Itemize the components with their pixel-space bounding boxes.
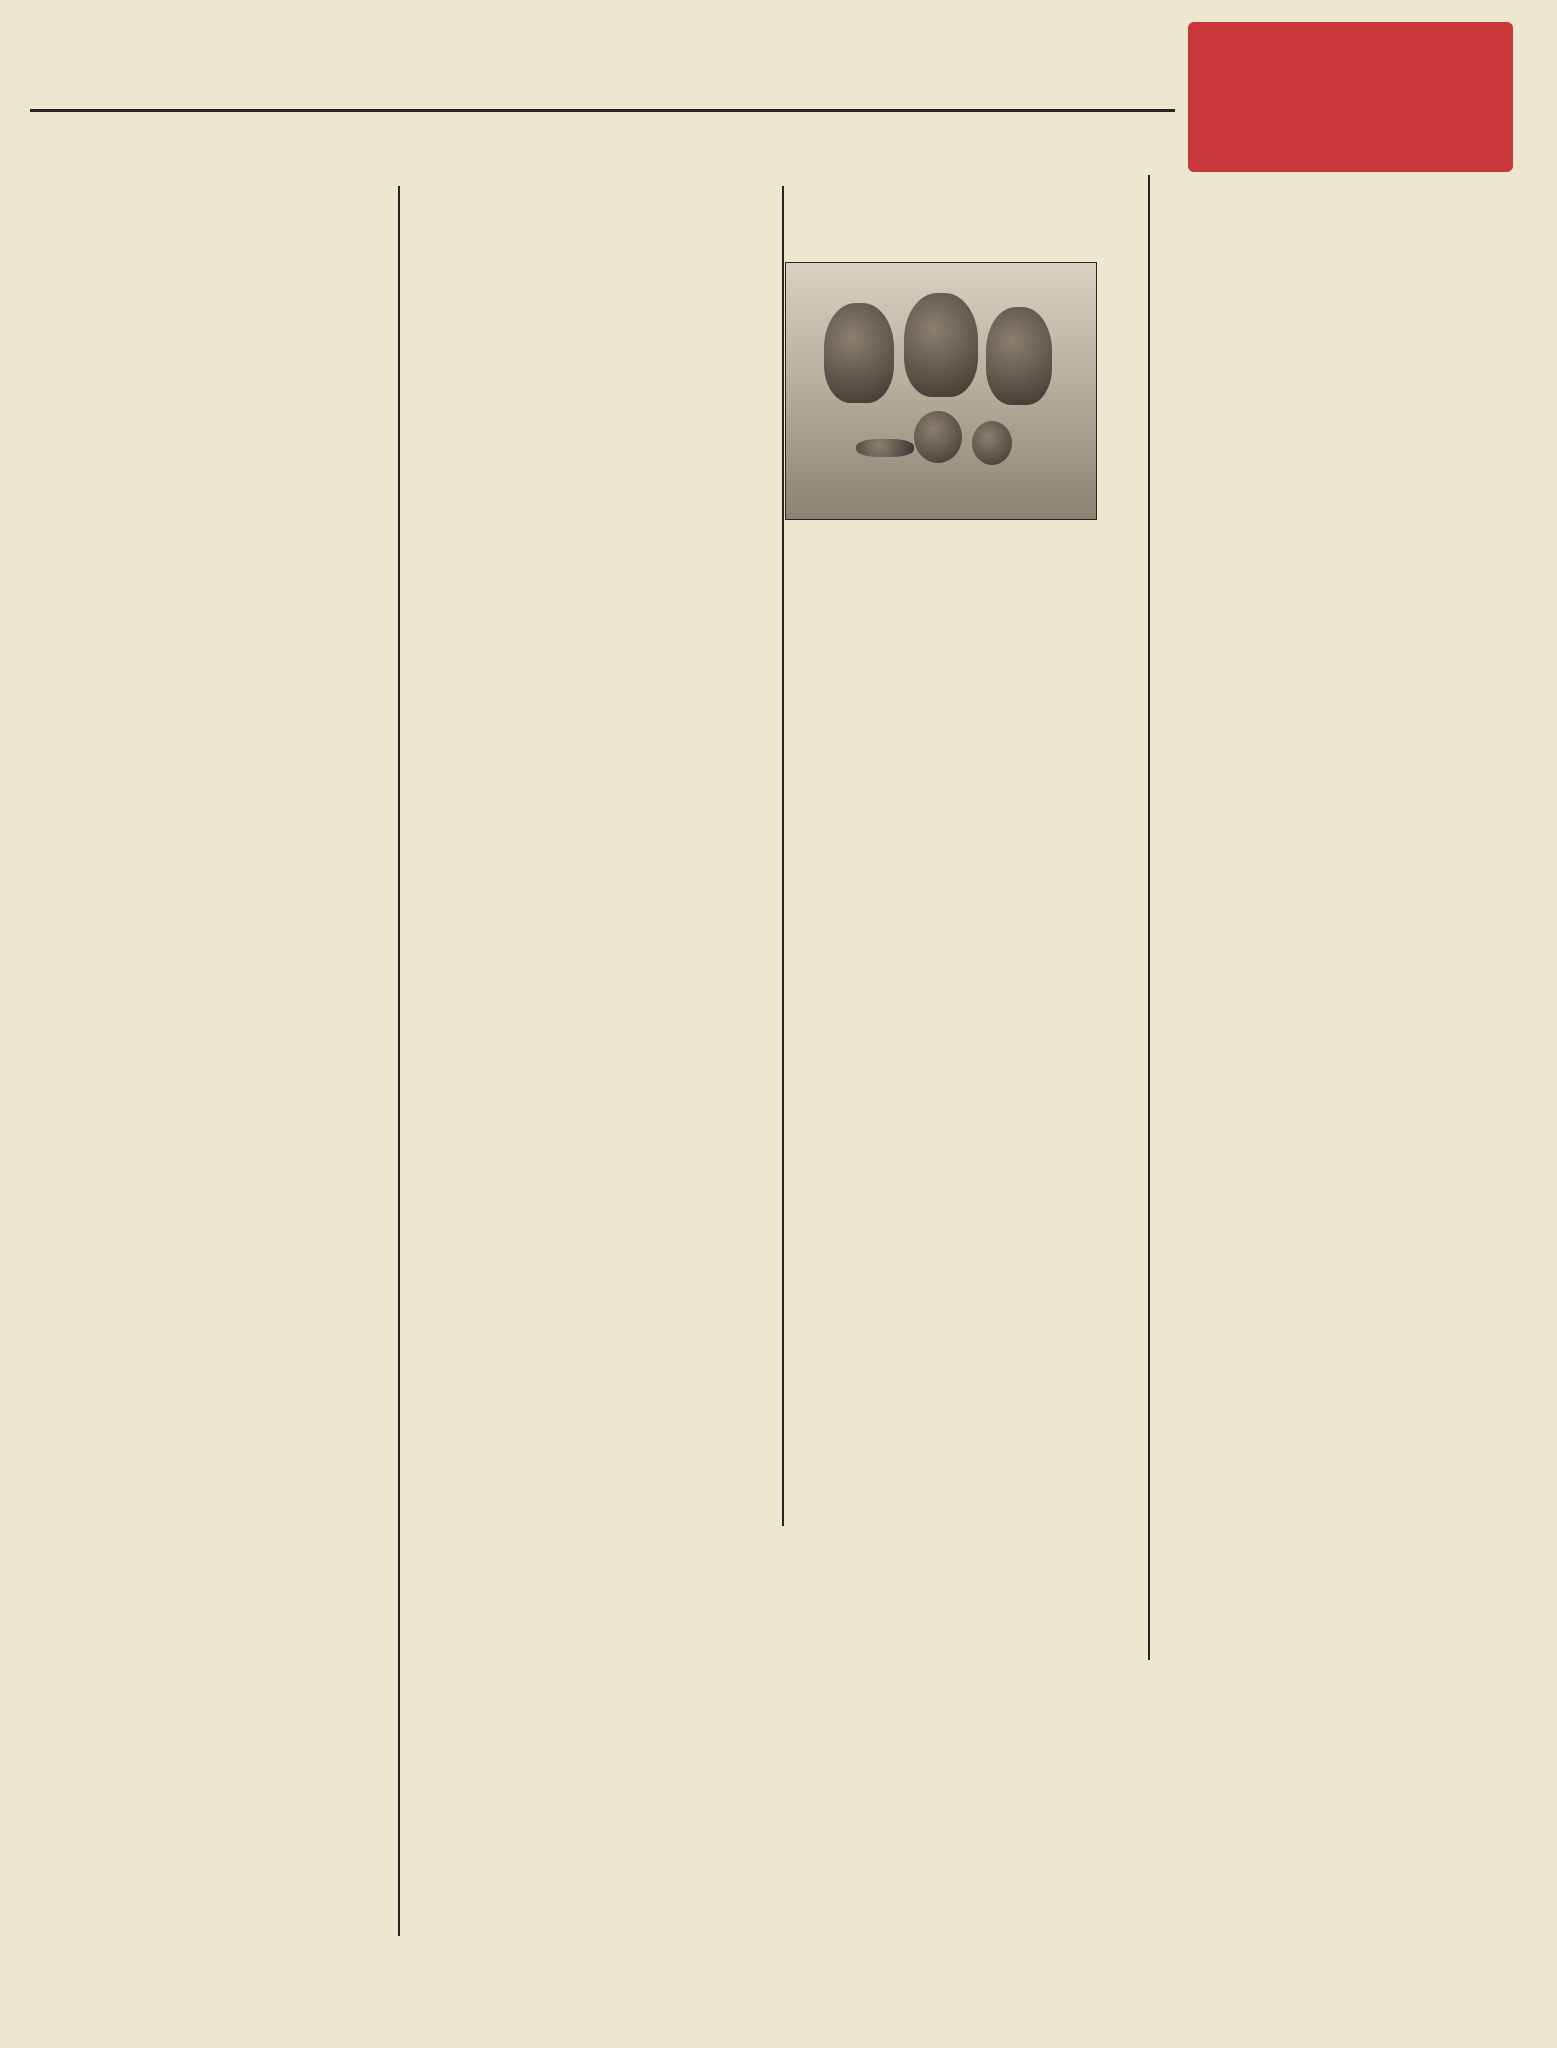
pot-1 bbox=[824, 303, 894, 403]
pot-5 bbox=[972, 421, 1012, 465]
pot-3 bbox=[986, 307, 1052, 405]
pot-6 bbox=[856, 439, 914, 457]
pot-4 bbox=[914, 411, 962, 463]
discovery-photo bbox=[785, 262, 1097, 520]
pot-2 bbox=[904, 293, 978, 397]
